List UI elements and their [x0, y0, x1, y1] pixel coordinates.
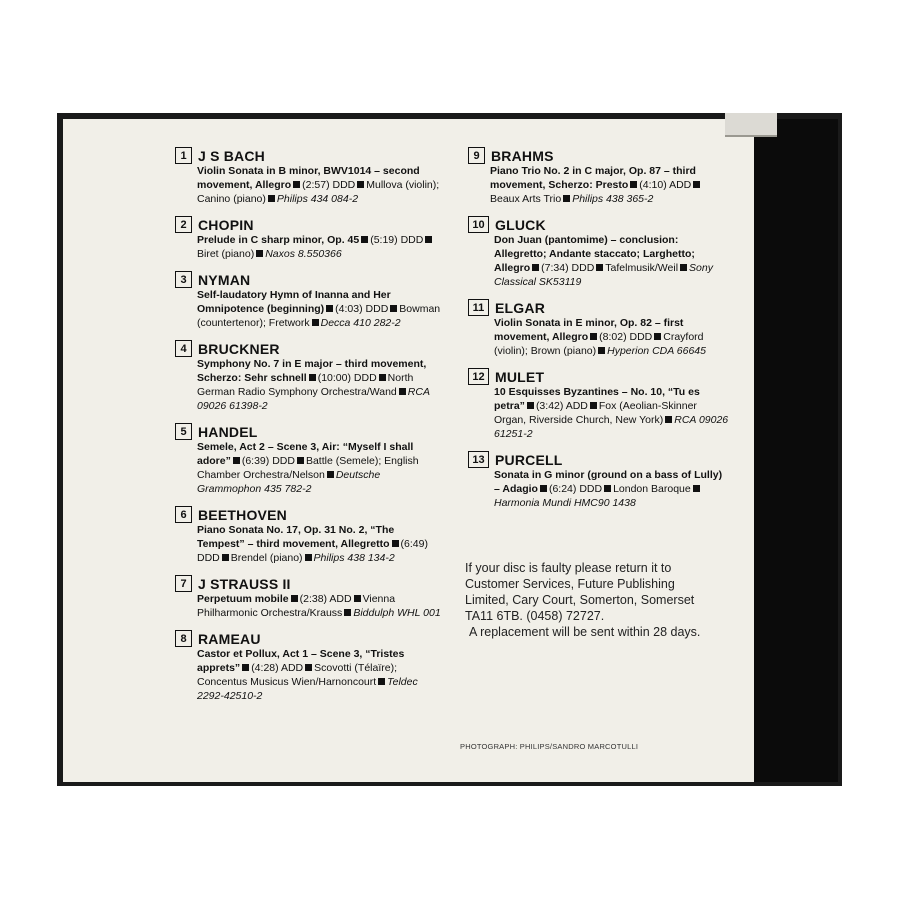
notice-line: Customer Services, Future Publishing — [465, 577, 675, 591]
track-entry — [468, 216, 730, 289]
track-description — [490, 164, 730, 206]
track-number: 8 — [175, 630, 192, 647]
work-title: Symphony No. 7 in E major – third movement, Scherzo: Sehr schnell — [197, 358, 427, 384]
separator-square-icon — [590, 333, 597, 340]
track-entry — [175, 340, 443, 413]
track-duration: (8:02) — [599, 331, 627, 343]
separator-square-icon — [242, 664, 249, 671]
performers: Bowman (countertenor); Fretwork — [197, 303, 441, 329]
track-entry — [175, 147, 443, 206]
cd-case-spine — [754, 119, 838, 782]
separator-square-icon — [268, 195, 275, 202]
separator-square-icon — [527, 402, 534, 409]
track-description — [197, 288, 443, 330]
separator-square-icon — [665, 416, 672, 423]
separator-square-icon — [693, 485, 700, 492]
track-description — [494, 385, 730, 441]
separator-square-icon — [309, 374, 316, 381]
track-header — [468, 451, 730, 468]
separator-square-icon — [326, 305, 333, 312]
track-list-left — [175, 147, 443, 713]
track-number: 1 — [175, 147, 192, 164]
track-header — [175, 575, 443, 592]
record-label: Sony Classical SK53119 — [494, 262, 713, 288]
performers: Mullova (violin); Canino (piano) — [197, 179, 440, 205]
separator-square-icon — [379, 374, 386, 381]
work-title: Semele, Act 2 – Scene 3, Air: “Myself I shall adore” — [197, 441, 414, 467]
record-label: RCA 09026 61251-2 — [494, 414, 729, 440]
work-title: Piano Trio No. 2 in C major, Op. 87 – third movement, Scherzo: Presto — [490, 165, 696, 191]
track-description — [494, 233, 730, 289]
track-header — [468, 147, 730, 164]
track-entry — [175, 506, 443, 565]
recording-type: DDD — [571, 262, 595, 274]
composer-name: J S BACH — [198, 147, 265, 164]
separator-square-icon — [256, 250, 263, 257]
recording-type: ADD — [329, 593, 352, 605]
record-label: Decca 410 282-2 — [320, 317, 401, 329]
track-duration: (4:03) — [335, 303, 363, 315]
performers: Beaux Arts Trio — [490, 193, 562, 205]
track-number: 2 — [175, 216, 192, 233]
separator-square-icon — [693, 181, 700, 188]
performers: Brendel (piano) — [230, 552, 303, 564]
track-duration: (6:39) — [241, 455, 270, 467]
composer-name: RAMEAU — [198, 630, 261, 647]
notice-line: If your disc is faulty please return it to — [465, 561, 672, 575]
separator-square-icon — [312, 319, 319, 326]
track-number: 13 — [468, 451, 489, 468]
track-entry — [175, 575, 443, 620]
composer-name: BRAHMS — [491, 147, 554, 164]
separator-square-icon — [604, 485, 611, 492]
separator-square-icon — [630, 181, 637, 188]
record-label: RCA 09026 61398-2 — [197, 386, 430, 412]
separator-square-icon — [293, 181, 300, 188]
performers: Crayford (violin); Brown (piano) — [494, 331, 704, 357]
track-header — [468, 299, 730, 316]
separator-square-icon — [399, 388, 406, 395]
composer-name: BRUCKNER — [198, 340, 280, 357]
separator-square-icon — [563, 195, 570, 202]
track-number: 3 — [175, 271, 192, 288]
work-title: Violin Sonata in B minor, BWV1014 – second movement, Allegro — [197, 165, 420, 191]
composer-name: NYMAN — [198, 271, 251, 288]
track-duration: (4:28) — [251, 662, 279, 674]
work-title: Piano Sonata No. 17, Op. 31 No. 2, “The Tempest” – third movement, Allegretto — [197, 524, 395, 550]
work-title: 10 Esquisses Byzantines – No. 10, “Tu es petra” — [494, 386, 700, 412]
track-description — [197, 592, 443, 620]
track-header — [175, 340, 443, 357]
track-header — [175, 630, 443, 647]
record-label: Hyperion CDA 66645 — [607, 345, 706, 357]
recording-type: DDD — [365, 303, 389, 315]
separator-square-icon — [598, 347, 605, 354]
separator-square-icon — [305, 664, 312, 671]
recording-type: ADD — [669, 179, 692, 191]
performers: North German Radio Symphony Orchestra/Wand — [197, 372, 414, 398]
separator-square-icon — [532, 264, 539, 271]
separator-square-icon — [344, 609, 351, 616]
separator-square-icon — [378, 678, 385, 685]
composer-name: GLUCK — [495, 216, 546, 233]
track-header — [175, 423, 443, 440]
track-description — [197, 523, 443, 565]
track-description — [197, 357, 443, 413]
track-duration: (2:38) — [299, 593, 328, 605]
track-number: 5 — [175, 423, 192, 440]
separator-square-icon — [425, 236, 432, 243]
composer-name: CHOPIN — [198, 216, 254, 233]
work-title: Perpetuum mobile — [197, 593, 289, 605]
track-entry — [468, 451, 730, 510]
composer-name: PURCELL — [495, 451, 563, 468]
work-title: Castor et Pollux, Act 1 – Scene 3, “Tristes apprets” — [197, 648, 405, 674]
track-number: 7 — [175, 575, 192, 592]
track-header — [175, 216, 443, 233]
work-title: Sonata in G minor (ground on a bass of Lully) – Adagio — [494, 469, 723, 495]
separator-square-icon — [305, 554, 312, 561]
separator-square-icon — [361, 236, 368, 243]
track-entry — [468, 299, 730, 358]
separator-square-icon — [392, 540, 399, 547]
separator-square-icon — [233, 457, 240, 464]
track-entry — [175, 216, 443, 261]
track-list-right — [468, 147, 730, 520]
separator-square-icon — [680, 264, 687, 271]
recording-type: DDD — [197, 552, 220, 564]
track-header — [175, 506, 443, 523]
track-number: 6 — [175, 506, 192, 523]
performers: Scovotti (Télaïre); Concentus Musicus Wien/Harnoncourt — [197, 662, 397, 688]
record-label: Naxos 8.550366 — [265, 248, 342, 260]
separator-square-icon — [354, 595, 361, 602]
track-duration: (5:19) — [370, 234, 398, 246]
performers: Biret (piano) — [197, 248, 255, 260]
separator-square-icon — [327, 471, 334, 478]
track-duration: (2:57) — [302, 179, 330, 191]
track-number: 9 — [468, 147, 485, 164]
separator-square-icon — [590, 402, 597, 409]
performers: Tafelmusik/Weil — [605, 262, 679, 274]
composer-name: BEETHOVEN — [198, 506, 287, 523]
track-duration: (6:24) — [548, 483, 577, 495]
performers: Battle (Semele); English Chamber Orchestra/Nelson — [197, 455, 419, 481]
separator-square-icon — [654, 333, 661, 340]
separator-square-icon — [222, 554, 229, 561]
track-number: 10 — [468, 216, 489, 233]
track-number: 12 — [468, 368, 489, 385]
track-description — [197, 440, 443, 496]
separator-square-icon — [596, 264, 603, 271]
recording-type: DDD — [272, 455, 295, 467]
track-description — [197, 164, 443, 206]
recording-type: DDD — [353, 372, 377, 384]
performers: Vienna Philharmonic Orchestra/Krauss — [197, 593, 396, 619]
track-description — [494, 316, 730, 358]
composer-name: J STRAUSS II — [198, 575, 291, 592]
track-number: 4 — [175, 340, 192, 357]
track-entry — [468, 368, 730, 441]
track-duration: (3:42) — [535, 400, 564, 412]
notice-line: Limited, Cary Court, Somerton, Somerset — [465, 593, 695, 607]
record-label: Biddulph WHL 001 — [353, 607, 441, 619]
record-label: Deutsche Grammophon 435 782-2 — [197, 469, 381, 495]
track-description — [197, 647, 443, 703]
recording-type: DDD — [579, 483, 603, 495]
separator-square-icon — [291, 595, 298, 602]
separator-square-icon — [390, 305, 397, 312]
recording-type: DDD — [629, 331, 653, 343]
recording-type: DDD — [400, 234, 424, 246]
track-description — [494, 468, 730, 510]
notice-line: TA11 6TB. (0458) 72727. — [465, 609, 605, 623]
recording-type: DDD — [332, 179, 356, 191]
track-duration: (10:00) — [317, 372, 351, 384]
track-description — [197, 233, 443, 261]
recording-type: ADD — [565, 400, 588, 412]
composer-name: HANDEL — [198, 423, 258, 440]
record-label: Philips 438 134-2 — [313, 552, 395, 564]
record-label: Philips 434 084-2 — [276, 193, 359, 205]
composer-name: MULET — [495, 368, 545, 385]
work-title: Prelude in C sharp minor, Op. 45 — [197, 234, 360, 246]
work-title: Violin Sonata in E minor, Op. 82 – first movement, Allegro — [494, 317, 684, 343]
track-entry — [175, 630, 443, 703]
photo-credit: PHOTOGRAPH: PHILIPS/SANDRO MARCOTULLI — [460, 742, 639, 751]
track-header — [468, 368, 730, 385]
track-entry — [468, 147, 730, 206]
track-header — [468, 216, 730, 233]
notice-line: A replacement will be sent within 28 days. — [469, 625, 701, 639]
record-label: Harmonia Mundi HMC90 1438 — [494, 497, 636, 509]
separator-square-icon — [297, 457, 304, 464]
track-duration: (7:34) — [541, 262, 569, 274]
track-duration: (4:10) — [639, 179, 667, 191]
case-corner-notch — [725, 113, 777, 137]
track-header — [175, 147, 443, 164]
separator-square-icon — [357, 181, 364, 188]
work-title: Self-laudatory Hymn of Inanna and Her Omnipotence (beginning) — [197, 289, 391, 315]
performers: Fox (Aeolian-Skinner Organ, Riverside Church, New York) — [494, 400, 697, 426]
recording-type: ADD — [280, 662, 304, 674]
record-label: Philips 438 365-2 — [572, 193, 654, 205]
track-number: 11 — [468, 299, 489, 316]
track-header — [175, 271, 443, 288]
performers: London Baroque — [613, 483, 691, 495]
track-entry — [175, 271, 443, 330]
separator-square-icon — [540, 485, 547, 492]
composer-name: ELGAR — [495, 299, 545, 316]
record-label: Teldec 2292-42510-2 — [197, 676, 418, 702]
track-duration: (6:49) — [400, 538, 428, 550]
work-title: Don Juan (pantomime) – conclusion: Allegretto; Andante staccato; Larghetto; Allegro — [494, 234, 695, 274]
faulty-disc-notice — [465, 560, 735, 640]
track-entry — [175, 423, 443, 496]
